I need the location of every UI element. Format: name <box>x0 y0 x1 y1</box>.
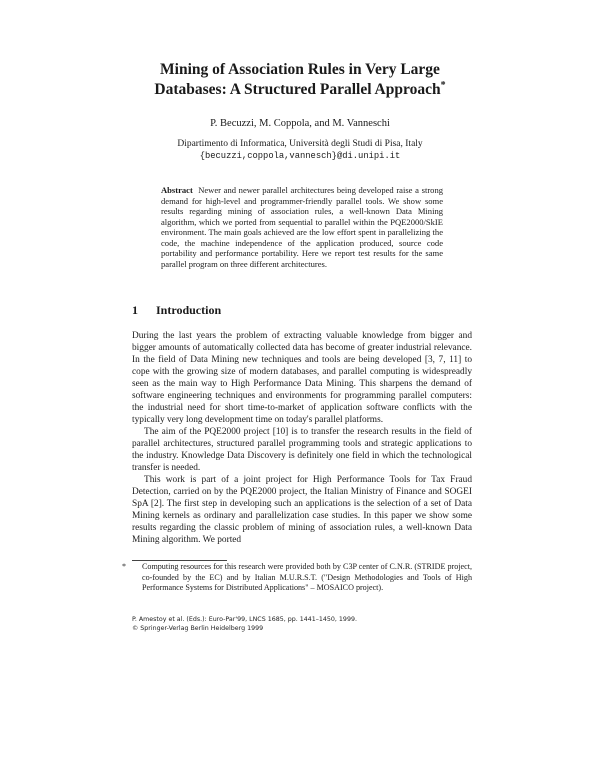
footnote-body <box>122 562 472 594</box>
abstract-label: Abstract <box>161 185 193 195</box>
citation-line: P. Amestoy et al. (Eds.): Euro-Par'99, LNCS 1685, pp. 1441–1450, 1999. <box>132 616 357 623</box>
copyright-line: © Springer-Verlag Berlin Heidelberg 1999 <box>132 624 264 632</box>
section-title: Introduction <box>156 303 222 317</box>
author-emails: {becuzzi,coppola,vannesch}@di.unipi.it <box>199 151 401 161</box>
title-line-2-text: Databases: A Structured Parallel Approach <box>154 81 441 98</box>
author-list: P. Becuzzi, M. Coppola, and M. Vanneschi <box>210 118 390 129</box>
paragraph: The aim of the PQE2000 project [10] is to transfer the research results in the field of parallel architectures, structured parallel programming tools and strategic applications to the industry. Knowledge Data Discovery is definitely one field in which the technological transfer is needed. <box>132 427 472 473</box>
footnote-text: Computing resources for this research were provided both by C3P center of C.N.R. (STRIDE project, co-founded by the EC) and by Italian M.U.R.S.T. ("Design Methodologies and Tools of High Performance Systems for Distributed Applications" – MOSAICO project). <box>142 562 472 592</box>
section-number: 1 <box>132 303 138 317</box>
body-text <box>132 330 472 546</box>
affiliation-block <box>100 138 500 162</box>
abstract-text: Newer and newer parallel architectures being developed raise a strong demand for high-level and programmer-friendly parallel tools. We show some results regarding mining of association rules, a well-known Data Mining algorithm, which we ported from sequential to parallel within the PQE2000/SkIE environment. The main goals achieved are the low effort spent in parallelizing the code, the machine independence of the application produced, source code portability and performance portability. Here we report test results for the same parallel program on three different architectures. <box>161 185 443 269</box>
footnote-divider <box>132 560 227 561</box>
paper-title <box>100 60 500 100</box>
colophon <box>132 616 357 633</box>
paragraph: During the last years the problem of extracting valuable knowledge from bigger and bigger amounts of automatically collected data has become of greater industrial relevance. In the field of Data Mining new techniques and tools are being developed [3, 7, 11] to cope with the growing size of modern databases, and parallel computing is widespreadly seen as the main way to High Performance Data Mining. This sharpens the demand of software engineering techniques and environments for programming parallel computers: the industrial need for short time-to-market of application software conflicts with the typically very long development time on today's parallel platforms. <box>132 331 472 425</box>
title-line-1: Mining of Association Rules in Very Large <box>160 61 440 78</box>
title-footnote-mark: * <box>440 79 446 91</box>
title-line-2 <box>100 80 500 100</box>
affiliation: Dipartimento di Informatica, Università degli Studi di Pisa, Italy <box>177 139 423 149</box>
paragraph: This work is part of a joint project for High Performance Tools for Tax Fraud Detection, carried on by the PQE2000 project, the Italian Ministry of Finance and SOGEI SpA [2]. The first step in developing such an applications is the selection of a set of Data Mining kernels as ordinary and parallelization case studies. In this paper we show some results regarding the classic problem of mining of association rules, a well-known Data Mining algorithm. We ported <box>132 475 472 545</box>
footnote-mark: * <box>122 562 127 571</box>
footnote <box>122 562 472 594</box>
section-heading <box>132 303 221 318</box>
abstract <box>161 185 443 269</box>
